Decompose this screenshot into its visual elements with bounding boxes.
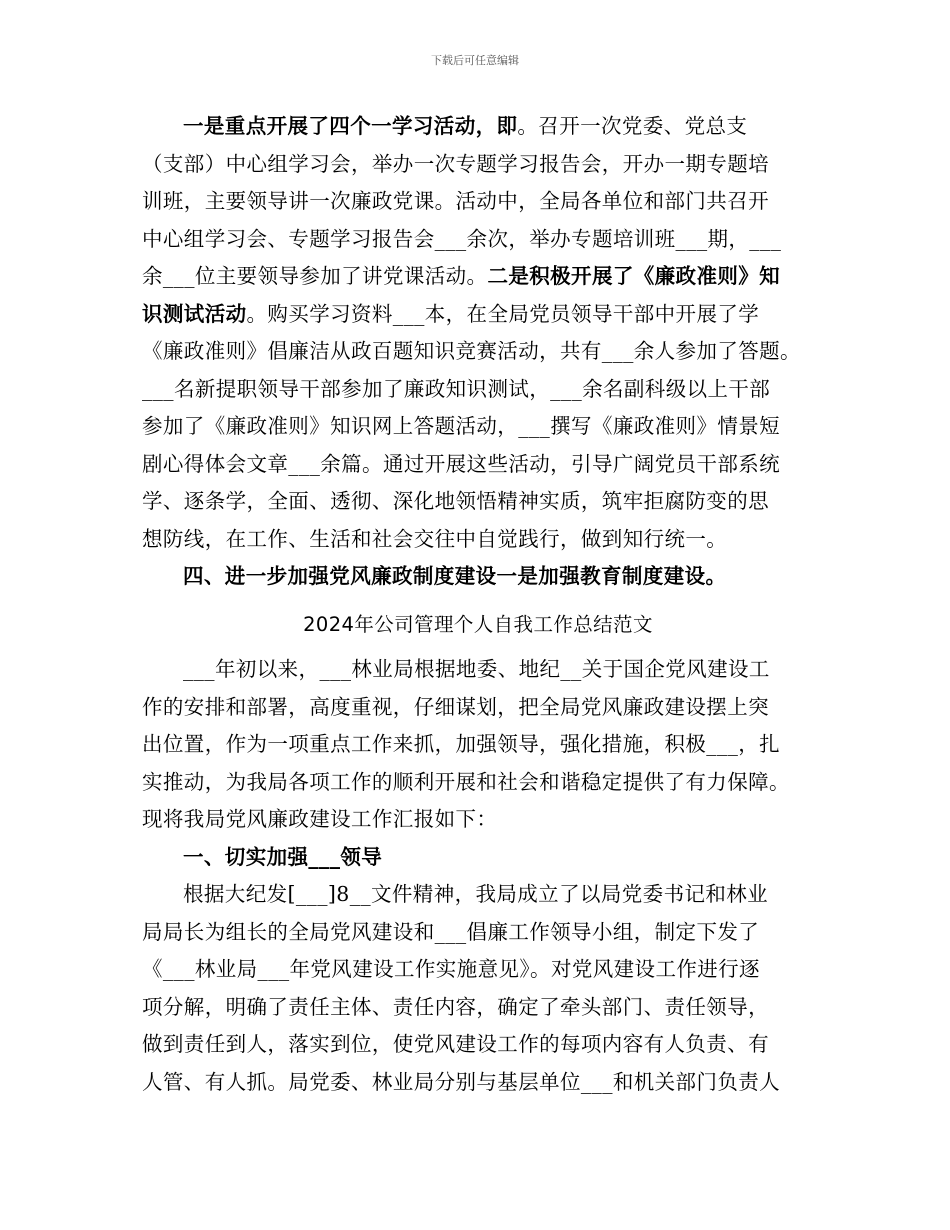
paragraph-line: 出位置，作为一项重点工作来抓，加强领导，强化措施，积极___，扎 bbox=[142, 732, 781, 756]
bold-lead: 一是重点开展了四个一学习活动，即 bbox=[183, 114, 518, 138]
text-run: 余___位主要领导参加了讲党课活动。 bbox=[142, 264, 488, 288]
paragraph-line: 项分解，明确了责任主体、责任内容，确定了牵头部门、责任领导， bbox=[142, 994, 769, 1019]
paragraph-line: ___年初以来，___林业局根据地委、地纪__关于国企党风建设工 bbox=[183, 657, 770, 681]
paragraph-line bbox=[142, 258, 814, 296]
text-run: 。购买学习资料___本，在全局党员领导干部中开展了学 bbox=[246, 301, 760, 326]
paragraph-line: 根据大纪发[___]8__文件精神，我局成立了以局党委书记和林业 bbox=[183, 882, 769, 906]
paragraph-line: 想防线，在工作、生活和社会交往中自觉践行，做到知行统一。 bbox=[142, 526, 728, 551]
paragraph-line: 剧心得体会文章___余篇。通过开展这些活动，引导广阔党员干部系统 bbox=[142, 451, 781, 476]
paragraph-line: 局局长为组长的全局党风建设和___倡廉工作领导小组，制定下发了 bbox=[142, 919, 760, 944]
paragraph-line: 《___林业局___年党风建设工作实施意见》。对党风建设工作进行逐 bbox=[142, 957, 760, 981]
paragraph-line: 作的安排和部署，高度重视，仔细谋划，把全局党风廉政建设摆上突 bbox=[142, 694, 769, 719]
paragraph-line: ___名新提职领导干部参加了廉政知识测试，___余名副科级以上干部 bbox=[142, 376, 771, 401]
paragraph-line: 实推动，为我局各项工作的顺利开展和社会和谐稳定提供了有力保障。 bbox=[142, 769, 790, 794]
document-body bbox=[142, 108, 814, 1101]
paragraph-line: （支部）中心组学习会，举办一次专题学习报告会，开办一期专题培 bbox=[142, 151, 769, 176]
paragraph-line: 人管、有人抓。局党委、林业局分别与基层单位___和机关部门负责人 bbox=[142, 1069, 781, 1094]
bold-lead: 二是积极开展了《廉政准则》知 bbox=[487, 264, 781, 288]
paragraph-line: 学、逐条学，全面、透彻、深化地领悟精神实质，筑牢拒腐防变的思 bbox=[142, 489, 769, 513]
section-heading: 一、切实加强___领导 bbox=[183, 844, 383, 869]
paragraph-line: 参加了《廉政准则》知识网上答题活动，___撰写《廉政准则》情景短 bbox=[142, 414, 781, 438]
page-header: 下载后可任意编辑 bbox=[431, 54, 519, 67]
paragraph-line bbox=[142, 108, 814, 146]
document-title: 2024年公司管理个人自我工作总结范文 bbox=[303, 612, 653, 636]
text-run: 。召开一次党委、党总支 bbox=[517, 114, 748, 138]
paragraph-line bbox=[142, 296, 814, 334]
section-heading: 四、进一步加强党风廉政制度建设一是加强教育制度建设。 bbox=[183, 564, 727, 588]
paragraph-line: 《廉政准则》倡廉洁从政百题知识竞赛活动，共有___余人参加了答题。 bbox=[142, 339, 801, 363]
paragraph-line: 做到责任到人，落实到位，使党风建设工作的每项内容有人负责、有 bbox=[142, 1032, 769, 1056]
bold-lead: 识测试活动 bbox=[142, 301, 247, 326]
paragraph-line: 现将我局党风廉政建设工作汇报如下： bbox=[142, 807, 498, 831]
paragraph-line: 训班，主要领导讲一次廉政党课。活动中，全局各单位和部门共召开 bbox=[142, 189, 769, 213]
paragraph-line: 中心组学习会、专题学习报告会___余次，举办专题培训班___期，___ bbox=[142, 226, 782, 251]
